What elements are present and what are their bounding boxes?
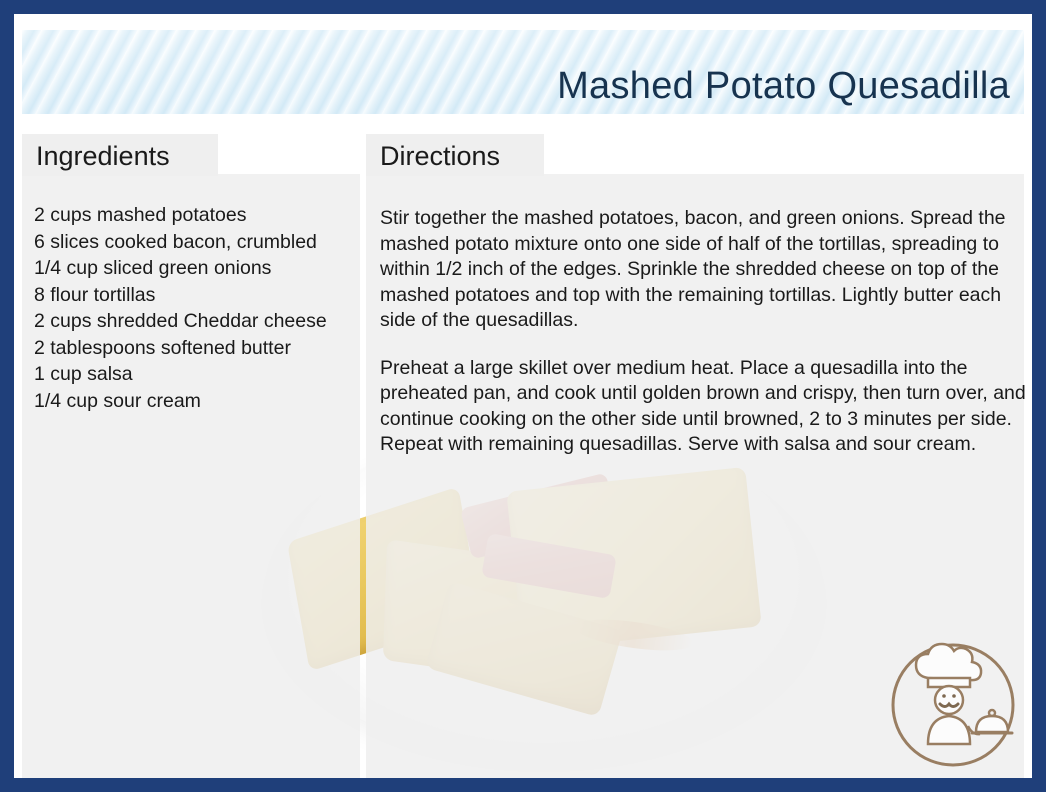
chef-with-cloche-logo (888, 640, 1018, 770)
list-item: 2 cups shredded Cheddar cheese (34, 310, 327, 332)
directions-body (380, 206, 1028, 458)
list-item: 2 cups mashed potatoes (34, 204, 247, 226)
ingredients-list (34, 202, 364, 414)
list-item: 6 slices cooked bacon, crumbled (34, 230, 317, 253)
ingredients-tab-label: Ingredients (36, 141, 170, 171)
list-item: 2 tablespoons softened butter (34, 336, 291, 359)
list-item: 8 flour tortillas (34, 283, 156, 306)
directions-tab (366, 134, 544, 176)
list-item: 1/4 cup sour cream (34, 389, 201, 412)
list-item: 1 cup salsa (34, 363, 133, 385)
list-item: 1/4 cup sliced green onions (34, 257, 272, 279)
directions-paragraph: Stir together the mashed potatoes, bacon, and green onions. Spread the mashed potato mixture onto one side of half of the tortillas, spreading to within 1/2 inch of the edges. Sprinkle the shredded cheese on top of the mashed potatoes and top with the remaining tortillas. Lightly butter each side of the quesadillas. (380, 207, 1006, 331)
title-banner (22, 30, 1024, 114)
page-title: Mashed Potato Quesadilla (557, 65, 1010, 107)
directions-paragraph: Preheat a large skillet over medium heat. Place a quesadilla into the preheated pan, and cook until golden brown and crispy, then turn over, and continue cooking on the other side until browned, 2 to 3 minutes per side. Repeat with remaining quesadillas. Serve with salsa and sour cream. (380, 356, 1026, 455)
ingredients-tab (22, 134, 218, 176)
directions-tab-label: Directions (380, 141, 501, 171)
